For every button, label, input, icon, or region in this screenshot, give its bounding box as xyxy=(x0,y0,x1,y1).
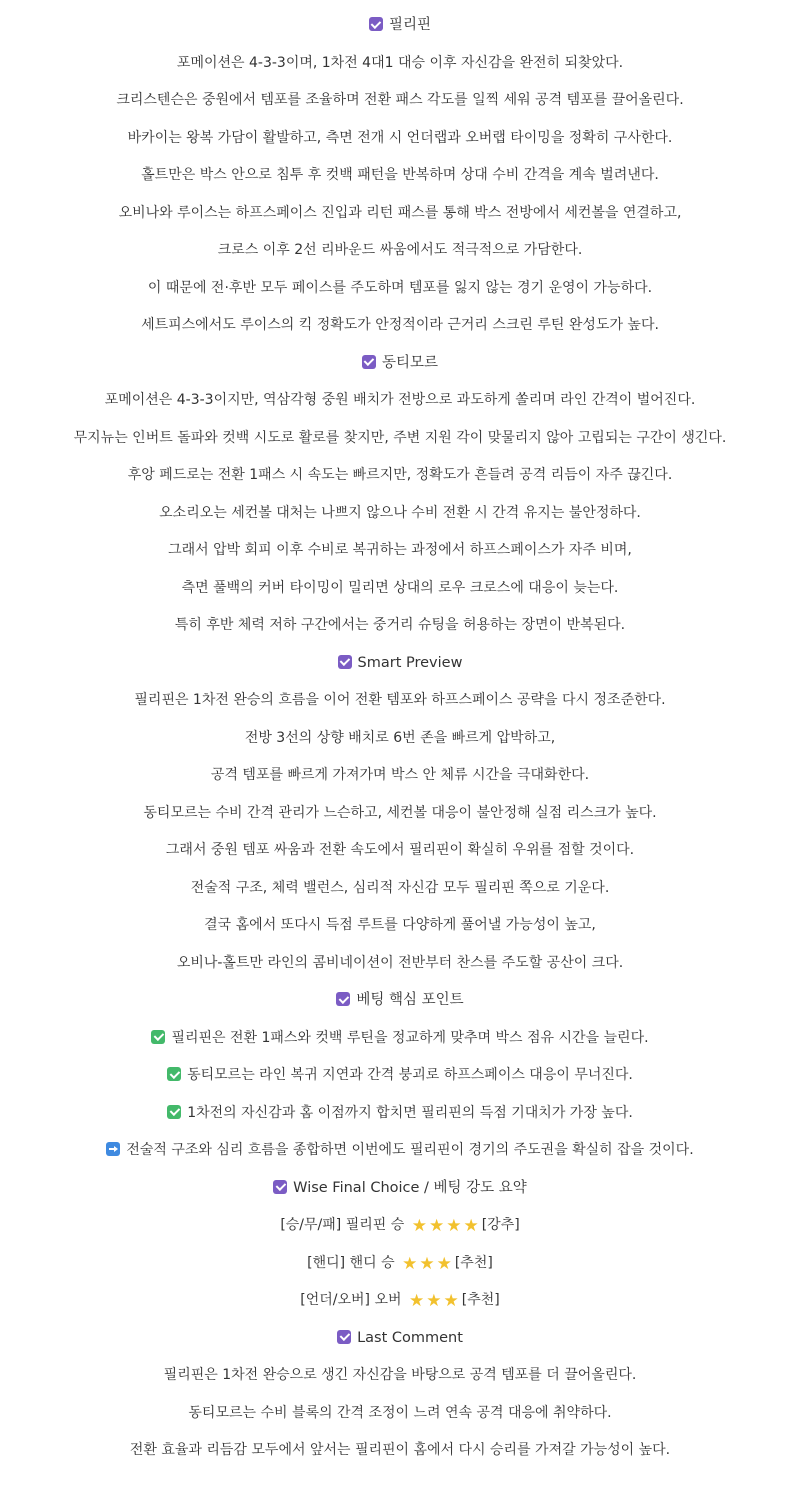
checkbox-checked-icon xyxy=(151,1030,165,1044)
checkbox-checked-icon xyxy=(336,992,350,1006)
rating-line xyxy=(0,1245,800,1283)
heading-text: Wise Final Choice / 베팅 강도 요약 xyxy=(293,1179,527,1196)
heading-text: Smart Preview xyxy=(357,654,463,671)
star-icon: ★ xyxy=(463,1216,479,1236)
text-line xyxy=(0,1095,800,1133)
text-line xyxy=(0,945,800,983)
line-text: 동티모르는 수비 간격 관리가 느슨하고, 세컨볼 대응이 불안정해 실점 리스크가 높다. xyxy=(143,804,657,821)
checkbox-checked-icon xyxy=(338,655,352,669)
star-rating xyxy=(408,1282,460,1320)
text-line xyxy=(0,1357,800,1395)
text-line xyxy=(0,1132,800,1170)
line-text: 바카이는 왕복 가담이 활발하고, 측면 전개 시 언더랩과 오버랩 타이밍을 정확히 구사한다. xyxy=(127,129,673,146)
text-line xyxy=(0,1395,800,1433)
checkbox-checked-icon xyxy=(369,17,383,31)
checkbox-checked-icon xyxy=(362,355,376,369)
rating-line xyxy=(0,1207,800,1245)
line-text: 후앙 페드로는 전환 1패스 시 속도는 빠르지만, 정확도가 흔들려 공격 리듬이 자주 끊긴다. xyxy=(127,467,673,483)
line-text: 필리핀은 1차전 완승의 흐름을 이어 전환 템포와 하프스페이스 공략을 다시 정조준한다. xyxy=(134,692,666,708)
line-text: 측면 풀백의 커버 타이밍이 밀리면 상대의 로우 크로스에 대응이 늦는다. xyxy=(181,579,619,596)
heading-text: 베팅 핵심 포인트 xyxy=(356,992,464,1008)
star-icon: ★ xyxy=(436,1253,452,1274)
line-text: 무지뉴는 인버트 돌파와 컷백 시도로 활로를 찾지만, 주변 지원 각이 맞물리지 않아 고립되는 구간이 생긴다. xyxy=(73,429,727,446)
text-line xyxy=(0,907,800,945)
star-icon: ★ xyxy=(419,1253,435,1274)
line-text: 필리핀은 1차전 완승으로 생긴 자신감을 바탕으로 공격 템포를 더 끌어올린다. xyxy=(163,1367,637,1383)
line-text: 오소리오는 세컨볼 대처는 나쁘지 않으나 수비 전환 시 간격 유지는 불안정하다. xyxy=(159,504,641,521)
text-line xyxy=(0,570,800,608)
text-line xyxy=(0,82,800,120)
text-line xyxy=(0,120,800,158)
line-text: 이 때문에 전·후반 모두 페이스를 주도하며 템포를 잃지 않는 경기 운영이 가능하다. xyxy=(147,279,653,296)
section-heading xyxy=(0,982,800,1020)
line-text: 동티모르는 수비 블록의 간격 조정이 느려 연속 공격 대응에 취약하다. xyxy=(188,1404,612,1421)
text-line xyxy=(0,1057,800,1095)
section-heading xyxy=(0,645,800,683)
section-heading xyxy=(0,1320,800,1358)
star-icon: ★ xyxy=(443,1291,459,1311)
star-icon: ★ xyxy=(446,1216,462,1236)
rating-tag: [추천] xyxy=(454,1254,493,1271)
text-line xyxy=(0,1020,800,1058)
star-icon: ★ xyxy=(402,1253,418,1274)
line-text: 결국 홈에서 또다시 득점 루트를 다양하게 풀어낼 가능성이 높고, xyxy=(204,917,596,933)
text-line xyxy=(0,232,800,270)
right-arrow-icon xyxy=(106,1142,120,1156)
rating-line xyxy=(0,1282,800,1320)
checkbox-checked-icon xyxy=(167,1105,181,1119)
line-text: 포메이션은 4-3-3이지만, 역삼각형 중원 배치가 전방으로 과도하게 쏠리며 라인 간격이 벌어진다. xyxy=(104,392,696,408)
line-text: [승/무/패] 필리핀 승 xyxy=(280,1217,405,1233)
star-icon: ★ xyxy=(428,1216,445,1236)
text-line xyxy=(0,682,800,720)
line-text: 전술적 구조와 심리 흐름을 종합하면 이번에도 필리핀이 경기의 주도권을 확실히 잡을 것이다. xyxy=(126,1142,694,1158)
star-rating xyxy=(411,1207,480,1245)
text-line xyxy=(0,757,800,795)
text-line xyxy=(0,157,800,195)
line-text: 세트피스에서도 루이스의 킥 정확도가 안정적이라 근거리 스크린 루틴 완성도가 높다. xyxy=(141,317,659,333)
text-line xyxy=(0,45,800,83)
heading-text: 필리핀 xyxy=(388,17,432,33)
line-text: 1차전의 자신감과 홈 이점까지 합치면 필리핀의 득점 기대치가 가장 높다. xyxy=(187,1104,633,1121)
section-heading xyxy=(0,345,800,383)
text-line xyxy=(0,270,800,308)
line-text: 전방 3선의 상향 배치로 6번 존을 빠르게 압박하고, xyxy=(244,729,556,746)
checkbox-checked-icon xyxy=(167,1067,181,1081)
star-rating xyxy=(401,1245,453,1283)
heading-text: Last Comment xyxy=(357,1329,463,1346)
line-text: 오비나-홀트만 라인의 콤비네이션이 전반부터 찬스를 주도할 공산이 크다. xyxy=(176,954,624,971)
text-line xyxy=(0,720,800,758)
line-text: [핸디] 핸디 승 xyxy=(307,1254,395,1271)
star-icon: ★ xyxy=(426,1291,442,1311)
checkbox-checked-icon xyxy=(273,1180,287,1194)
line-text: 그래서 압박 회피 이후 수비로 복귀하는 과정에서 하프스페이스가 자주 비며, xyxy=(168,542,632,558)
line-text: 전술적 구조, 체력 밸런스, 심리적 자신감 모두 필리핀 쪽으로 기운다. xyxy=(190,879,610,896)
heading-text: 동티모르 xyxy=(381,354,439,371)
line-text: 홀트만은 박스 안으로 침투 후 컷백 패턴을 반복하며 상대 수비 간격을 계속 벌려낸다. xyxy=(141,167,659,183)
text-line xyxy=(0,870,800,908)
line-text: 공격 템포를 빠르게 가져가며 박스 안 체류 시간을 극대화한다. xyxy=(210,767,590,783)
rating-tag: [추천] xyxy=(461,1292,500,1308)
line-text: 오비나와 루이스는 하프스페이스 진입과 리턴 패스를 통해 박스 전방에서 세컨볼을 연결하고, xyxy=(118,204,682,221)
line-text: 포메이션은 4-3-3이며, 1차전 4대1 대승 이후 자신감을 완전히 되찾았다. xyxy=(176,54,624,71)
text-line xyxy=(0,420,800,458)
text-line xyxy=(0,457,800,495)
text-line xyxy=(0,832,800,870)
line-text: 전환 효율과 리듬감 모두에서 앞서는 필리핀이 홈에서 다시 승리를 가져갈 가능성이 높다. xyxy=(129,1442,671,1458)
line-text: 특히 후반 체력 저하 구간에서는 중거리 슈팅을 허용하는 장면이 반복된다. xyxy=(174,617,626,633)
line-text: 동티모르는 라인 복귀 지연과 간격 붕괴로 하프스페이스 대응이 무너진다. xyxy=(187,1067,633,1083)
star-icon: ★ xyxy=(411,1216,427,1236)
text-line xyxy=(0,307,800,345)
text-line xyxy=(0,495,800,533)
text-line xyxy=(0,532,800,570)
line-text: 크로스 이후 2선 리바운드 싸움에서도 적극적으로 가담한다. xyxy=(217,242,583,258)
text-line xyxy=(0,1432,800,1470)
text-line xyxy=(0,195,800,233)
line-text: 크리스텐슨은 중원에서 템포를 조율하며 전환 패스 각도를 일찍 세워 공격 템포를 끌어올린다. xyxy=(116,92,684,108)
line-text: 필리핀은 전환 1패스와 컷백 루틴을 정교하게 맞추며 박스 점유 시간을 늘린다. xyxy=(171,1029,649,1046)
rating-tag: [강추] xyxy=(481,1217,520,1233)
star-icon: ★ xyxy=(408,1291,425,1311)
section-heading xyxy=(0,1170,800,1208)
text-line xyxy=(0,607,800,645)
text-line xyxy=(0,795,800,833)
line-text: [언더/오버] 오버 xyxy=(300,1292,402,1308)
line-text: 그래서 중원 템포 싸움과 전환 속도에서 필리핀이 확실히 우위를 점할 것이다. xyxy=(165,842,635,858)
checkbox-checked-icon xyxy=(337,1330,351,1344)
text-line xyxy=(0,382,800,420)
section-heading xyxy=(0,7,800,45)
